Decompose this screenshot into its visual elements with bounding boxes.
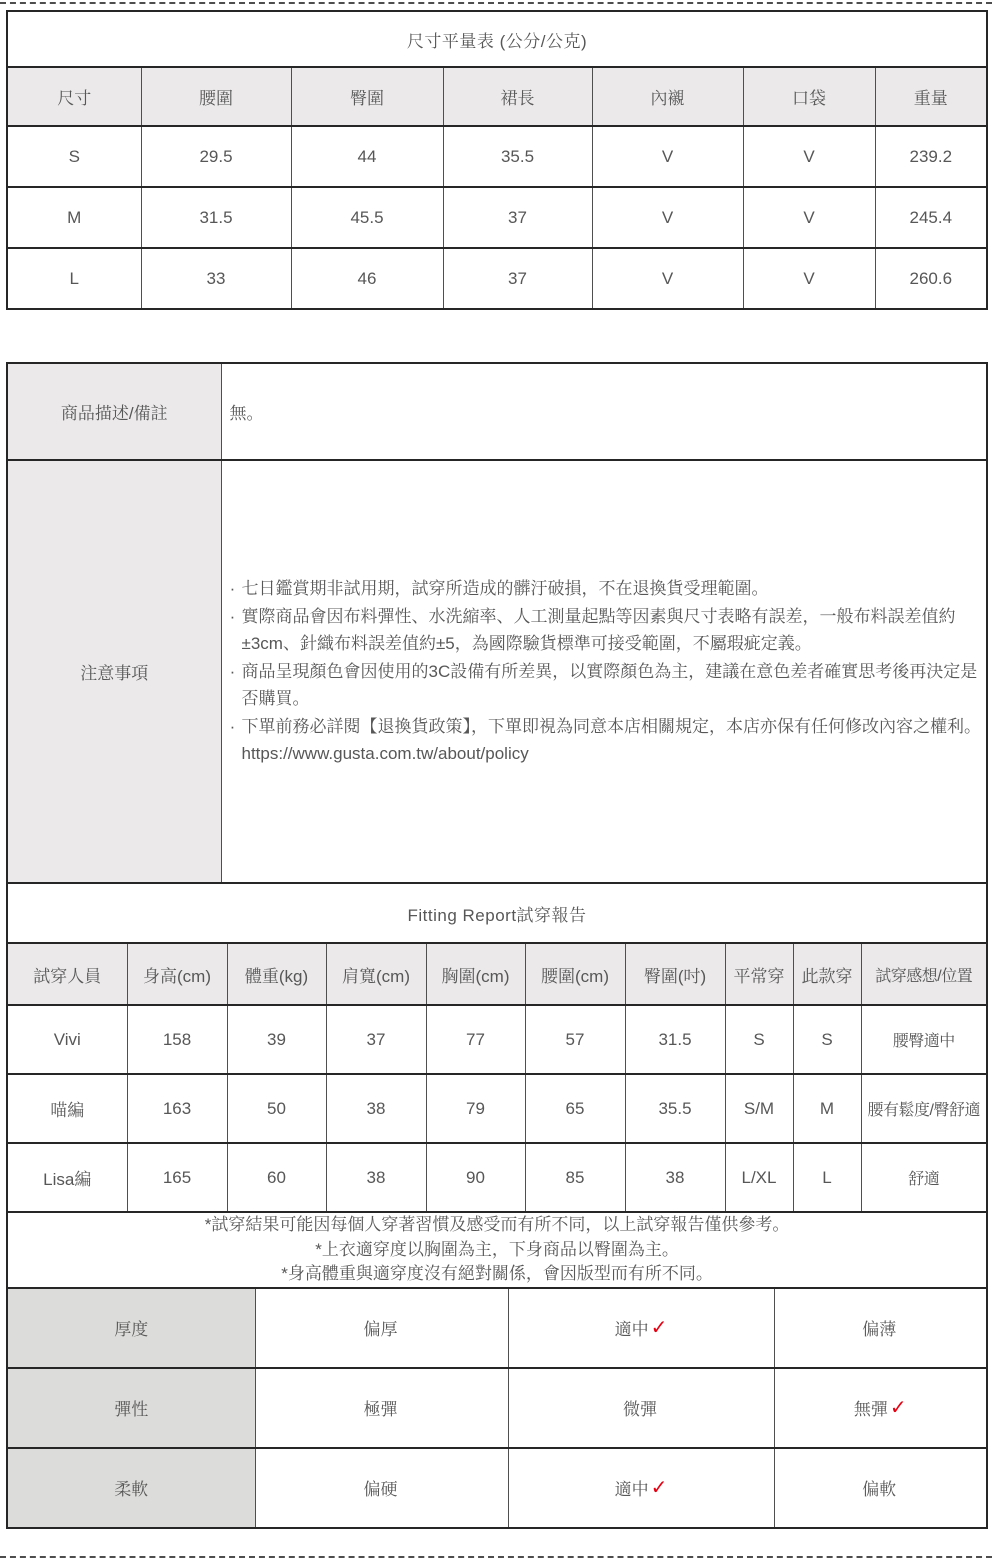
bullet-dot-icon: · bbox=[229, 579, 236, 599]
attr-option bbox=[255, 1368, 508, 1448]
fitting-cell: Lisa編 bbox=[7, 1143, 127, 1212]
fitting-cell: 31.5 bbox=[625, 1005, 725, 1074]
attr-option bbox=[508, 1448, 774, 1528]
fitting-cell: 163 bbox=[127, 1074, 227, 1143]
size-table-header-row bbox=[7, 67, 987, 126]
attr-option-text: 偏厚 bbox=[363, 1320, 398, 1339]
attr-option bbox=[774, 1368, 987, 1448]
fitting-cell: 38 bbox=[326, 1074, 426, 1143]
fitting-row-vivi bbox=[7, 1005, 987, 1074]
attr-option-text: 偏硬 bbox=[363, 1480, 398, 1499]
notes-content bbox=[221, 460, 987, 883]
fitting-row-lisa bbox=[7, 1143, 987, 1212]
notes-label: 注意事項 bbox=[7, 460, 221, 883]
attr-option-text: 無彈 bbox=[853, 1400, 888, 1419]
note-text: 實際商品會因布料彈性、水洗縮率、人工測量起點等因素與尺寸表略有誤差，一般布料誤差值約±3cm、針織布料誤差值約±5，為國際驗貨標準可接受範圍，不屬瑕疵定義。 bbox=[241, 606, 956, 654]
size-table-title-row bbox=[7, 11, 987, 67]
fitting-cell: 舒適 bbox=[861, 1143, 987, 1212]
fitting-report-title: Fitting Report試穿報告 bbox=[7, 883, 987, 943]
attributes-table bbox=[6, 1287, 988, 1529]
size-col-header-weight: 重量 bbox=[875, 67, 987, 126]
size-cell: V bbox=[592, 187, 743, 248]
attr-row-elasticity bbox=[7, 1368, 987, 1448]
fitting-cell: 57 bbox=[525, 1005, 625, 1074]
size-cell: V bbox=[743, 248, 875, 309]
description-value: 無。 bbox=[221, 363, 987, 460]
fitting-footnotes-row bbox=[7, 1212, 987, 1288]
fitting-cell: S bbox=[725, 1005, 793, 1074]
description-table bbox=[6, 362, 988, 884]
note-text-with-policy-url: 下單前務必詳閱【退換貨政策】，下單即視為同意本店相關規定，本店亦保有任何修改內容之權利。https://www.gusta.com.tw/about/policy bbox=[241, 716, 981, 764]
fitting-col-header-this-size: 此款穿 bbox=[793, 943, 861, 1005]
spec-content bbox=[6, 10, 986, 1529]
fitting-col-header-hip: 臀圍(吋) bbox=[625, 943, 725, 1005]
attr-option-text: 偏薄 bbox=[862, 1320, 897, 1339]
fitting-cell: 50 bbox=[227, 1074, 326, 1143]
fitting-row-meow bbox=[7, 1074, 987, 1143]
fitting-cell: M bbox=[793, 1074, 861, 1143]
fitting-cell: S/M bbox=[725, 1074, 793, 1143]
fitting-col-header-usual-size: 平常穿 bbox=[725, 943, 793, 1005]
fitting-cell: 165 bbox=[127, 1143, 227, 1212]
fitting-cell: 38 bbox=[326, 1143, 426, 1212]
fitting-cell: 77 bbox=[426, 1005, 525, 1074]
attr-label-softness: 柔軟 bbox=[7, 1448, 255, 1528]
fitting-cell: 腰有鬆度/臀舒適 bbox=[861, 1074, 987, 1143]
size-table-title: 尺寸平量表 (公分/公克) bbox=[7, 11, 987, 67]
fitting-col-header-weight: 體重(kg) bbox=[227, 943, 326, 1005]
size-cell: V bbox=[743, 126, 875, 187]
attr-label-elasticity: 彈性 bbox=[7, 1368, 255, 1448]
fitting-cell: 38 bbox=[625, 1143, 725, 1212]
size-col-header-hip: 臀圍 bbox=[291, 67, 443, 126]
check-icon: ✓ bbox=[889, 1395, 907, 1419]
fitting-report-table bbox=[6, 882, 988, 1289]
attr-row-thickness bbox=[7, 1288, 987, 1368]
notes-row bbox=[7, 460, 987, 883]
fitting-header-row bbox=[7, 943, 987, 1005]
size-cell: 45.5 bbox=[291, 187, 443, 248]
bottom-dashed-divider bbox=[0, 1556, 992, 1558]
size-cell: M bbox=[7, 187, 141, 248]
fitting-cell: 喵編 bbox=[7, 1074, 127, 1143]
fitting-cell: 35.5 bbox=[625, 1074, 725, 1143]
fitting-cell: 90 bbox=[426, 1143, 525, 1212]
size-cell: S bbox=[7, 126, 141, 187]
size-cell: 44 bbox=[291, 126, 443, 187]
description-row bbox=[7, 363, 987, 460]
fitting-cell: 85 bbox=[525, 1143, 625, 1212]
fitting-title-row bbox=[7, 883, 987, 943]
attr-option bbox=[774, 1288, 987, 1368]
size-cell: 31.5 bbox=[141, 187, 291, 248]
size-cell: 46 bbox=[291, 248, 443, 309]
size-cell: 245.4 bbox=[875, 187, 987, 248]
fitting-cell: 腰臀適中 bbox=[861, 1005, 987, 1074]
attr-option-text: 偏軟 bbox=[862, 1480, 897, 1499]
size-cell: L bbox=[7, 248, 141, 309]
attr-label-thickness: 厚度 bbox=[7, 1288, 255, 1368]
footnote-line: *身高體重與適穿度沒有絕對關係，會因版型而有所不同。 bbox=[281, 1264, 713, 1283]
attr-option bbox=[774, 1448, 987, 1528]
size-cell: 260.6 bbox=[875, 248, 987, 309]
top-dashed-divider bbox=[0, 2, 992, 4]
description-label: 商品描述/備註 bbox=[7, 363, 221, 460]
check-icon: ✓ bbox=[650, 1315, 668, 1339]
attr-option-text: 微彈 bbox=[623, 1400, 657, 1419]
size-cell: 29.5 bbox=[141, 126, 291, 187]
fitting-cell: S bbox=[793, 1005, 861, 1074]
fitting-cell: L/XL bbox=[725, 1143, 793, 1212]
bullet-dot-icon: · bbox=[229, 661, 236, 681]
footnote-line: *試穿結果可能因每個人穿著習慣及感受而有所不同，以上試穿報告僅供參考。 bbox=[204, 1215, 790, 1234]
note-text: 商品呈現顏色會因使用的3C設備有所差異，以實際顏色為主，建議在意色差者確實思考後再決定是否購買。 bbox=[241, 661, 978, 709]
bullet-dot-icon: · bbox=[229, 716, 236, 736]
size-cell: V bbox=[743, 187, 875, 248]
size-col-header-size: 尺寸 bbox=[7, 67, 141, 126]
attr-option bbox=[508, 1368, 774, 1448]
fitting-cell: 158 bbox=[127, 1005, 227, 1074]
fitting-col-header-bust: 胸圍(cm) bbox=[426, 943, 525, 1005]
fitting-col-header-tester: 試穿人員 bbox=[7, 943, 127, 1005]
note-text: 七日鑑賞期非試用期，試穿所造成的髒汙破損，不在退換貨受理範圍。 bbox=[241, 579, 769, 599]
footnote-line: *上衣適穿度以胸圍為主，下身商品以臀圍為主。 bbox=[315, 1239, 679, 1259]
size-cell: 33 bbox=[141, 248, 291, 309]
size-row-l bbox=[7, 248, 987, 309]
fitting-cell: 60 bbox=[227, 1143, 326, 1212]
fitting-cell: 79 bbox=[426, 1074, 525, 1143]
attr-option bbox=[255, 1288, 508, 1368]
note-item bbox=[224, 713, 985, 768]
size-cell: V bbox=[592, 248, 743, 309]
fitting-cell: 39 bbox=[227, 1005, 326, 1074]
note-item bbox=[224, 575, 985, 603]
bullet-dot-icon: · bbox=[229, 606, 236, 626]
size-cell: 37 bbox=[443, 187, 592, 248]
size-col-header-skirt-length: 裙長 bbox=[443, 67, 592, 126]
size-table bbox=[6, 10, 988, 310]
section-gap bbox=[6, 310, 986, 362]
footnote-block bbox=[10, 1213, 984, 1287]
fitting-footnotes bbox=[7, 1212, 987, 1288]
attr-option-text: 極彈 bbox=[363, 1400, 398, 1419]
fitting-col-header-shoulder: 肩寬(cm) bbox=[326, 943, 426, 1005]
size-cell: 37 bbox=[443, 248, 592, 309]
attr-option-text: 適中 bbox=[614, 1480, 649, 1499]
size-cell: V bbox=[592, 126, 743, 187]
size-col-header-waist: 腰圍 bbox=[141, 67, 291, 126]
fitting-cell: Vivi bbox=[7, 1005, 127, 1074]
size-col-header-lining: 內襯 bbox=[592, 67, 743, 126]
size-col-header-pocket: 口袋 bbox=[743, 67, 875, 126]
attr-option bbox=[508, 1288, 774, 1368]
size-row-s bbox=[7, 126, 987, 187]
attr-option-text: 適中 bbox=[614, 1320, 649, 1339]
size-cell: 35.5 bbox=[443, 126, 592, 187]
check-icon: ✓ bbox=[650, 1475, 668, 1499]
size-cell: 239.2 bbox=[875, 126, 987, 187]
note-item bbox=[224, 658, 985, 713]
size-row-m bbox=[7, 187, 987, 248]
fitting-col-header-height: 身高(cm) bbox=[127, 943, 227, 1005]
note-item bbox=[224, 603, 985, 658]
fitting-cell: L bbox=[793, 1143, 861, 1212]
fitting-cell: 37 bbox=[326, 1005, 426, 1074]
fitting-cell: 65 bbox=[525, 1074, 625, 1143]
fitting-col-header-impression: 試穿感想/位置 bbox=[861, 943, 987, 1005]
fitting-col-header-waist: 腰圍(cm) bbox=[525, 943, 625, 1005]
attr-option bbox=[255, 1448, 508, 1528]
attr-row-softness bbox=[7, 1448, 987, 1528]
